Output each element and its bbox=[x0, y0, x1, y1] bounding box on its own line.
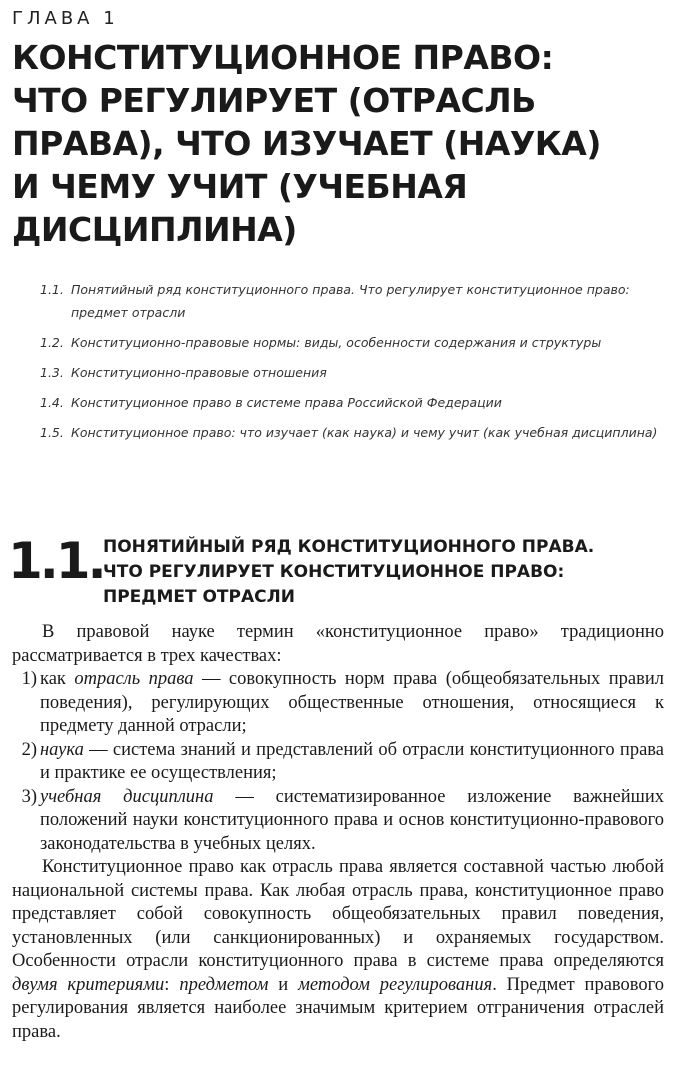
toc-item[interactable] bbox=[40, 278, 660, 324]
list-item-text bbox=[40, 739, 664, 786]
list-item bbox=[12, 786, 664, 857]
chapter-title bbox=[12, 36, 672, 251]
table-of-contents bbox=[40, 278, 660, 451]
paragraph-2-text: : bbox=[164, 974, 180, 995]
section-heading-line: ЧТО РЕГУЛИРУЕТ КОНСТИТУЦИОННОЕ ПРАВО: bbox=[103, 562, 565, 582]
toc-item-number: 1.3. bbox=[40, 365, 64, 380]
list-item-term: учебная дисциплина bbox=[40, 786, 214, 807]
toc-item-text: Конституционное право в системе права Российской Федерации bbox=[71, 395, 502, 410]
list-item-term: наука bbox=[40, 739, 84, 760]
paragraph-intro: В правовой науке термин «конституционное право» традиционно рассматривается в трех качествах: bbox=[12, 622, 664, 666]
toc-item-text: Конституционно-правовые нормы: виды, особенности содержания и структуры bbox=[71, 335, 602, 350]
list-item bbox=[12, 668, 664, 739]
section-heading bbox=[103, 535, 673, 610]
emphasis-method: методом регулирования bbox=[298, 974, 493, 995]
paragraph-2-text: Конституционное право как отрасль права является составной частью любой национальной системы права. Как любая отрасль права, конституционное право представляет собой совокупность общеобязательных правил поведения, установленных (или санкционированных) и охраняемых государством. Особенности отрасли конституционного права в системе права определяются bbox=[12, 857, 664, 971]
chapter-title-line: ЧТО РЕГУЛИРУЕТ (ОТРАСЛЬ bbox=[12, 81, 536, 120]
emphasis-criteria: двумя критериями bbox=[12, 974, 165, 995]
toc-item-text: Конституционно-правовые отношения bbox=[71, 365, 327, 380]
toc-item-number: 1.2. bbox=[40, 335, 64, 350]
toc-item-text: Конституционное право: что изучает (как наука) и чему учит (как учебная дисциплина) bbox=[71, 425, 658, 440]
paragraph-2-text: и bbox=[268, 974, 299, 995]
list-item-number: 2) bbox=[21, 739, 37, 760]
body-text bbox=[12, 621, 664, 1044]
chapter-title-line: КОНСТИТУЦИОННОЕ ПРАВО: bbox=[12, 38, 554, 77]
section-number: 1.1. bbox=[8, 532, 104, 590]
toc-item[interactable] bbox=[40, 361, 660, 384]
toc-item-number: 1.4. bbox=[40, 395, 64, 410]
list-item-definition: — совокупность норм права (общеобязательных правил поведения), регулирующих общественные отношения, относящиеся к предмету данной отрасли; bbox=[40, 669, 664, 736]
section-heading-line: ПРЕДМЕТ ОТРАСЛИ bbox=[103, 587, 295, 607]
paragraph-2-text: . Предмет правового регулирования является наиболее значимым критерием отграничения отраслей права. bbox=[12, 974, 664, 1042]
chapter-title-line: И ЧЕМУ УЧИТ (УЧЕБНАЯ bbox=[12, 167, 468, 206]
toc-item[interactable] bbox=[40, 391, 660, 414]
emphasis-subject: предметом bbox=[179, 974, 269, 995]
list-item-text bbox=[40, 786, 664, 857]
list-item-text bbox=[40, 668, 664, 739]
section-heading-line: ПОНЯТИЙНЫЙ РЯД КОНСТИТУЦИОННОГО ПРАВА. bbox=[103, 537, 595, 557]
list-item-term: отрасль права bbox=[74, 669, 194, 689]
list-item bbox=[12, 739, 664, 786]
toc-item[interactable] bbox=[40, 331, 660, 354]
chapter-label: ГЛАВА 1 bbox=[12, 8, 119, 29]
toc-item-number: 1.5. bbox=[40, 425, 64, 440]
chapter-title-line: ДИСЦИПЛИНА) bbox=[12, 210, 297, 249]
list-item-definition: — система знаний и представлений об отрасли конституционного права и практике ее осуществления; bbox=[40, 739, 664, 783]
list-item-number: 3) bbox=[21, 786, 37, 807]
toc-item-number: 1.1. bbox=[40, 282, 64, 297]
paragraph-2 bbox=[12, 856, 664, 1044]
chapter-title-line: ПРАВА), ЧТО ИЗУЧАЕТ (НАУКА) bbox=[12, 124, 601, 163]
toc-item[interactable] bbox=[40, 421, 660, 444]
list-item-prefix: как bbox=[40, 669, 75, 689]
toc-item-text: Понятийный ряд конституционного права. Что регулирует конституционное право: предмет отрасли bbox=[71, 282, 630, 320]
list-item-definition: — систематизированное изложение важнейших положений науки конституционного права и основ конституционно-правового законодательства в учебных целях. bbox=[40, 786, 664, 854]
list-item-number: 1) bbox=[21, 669, 37, 689]
